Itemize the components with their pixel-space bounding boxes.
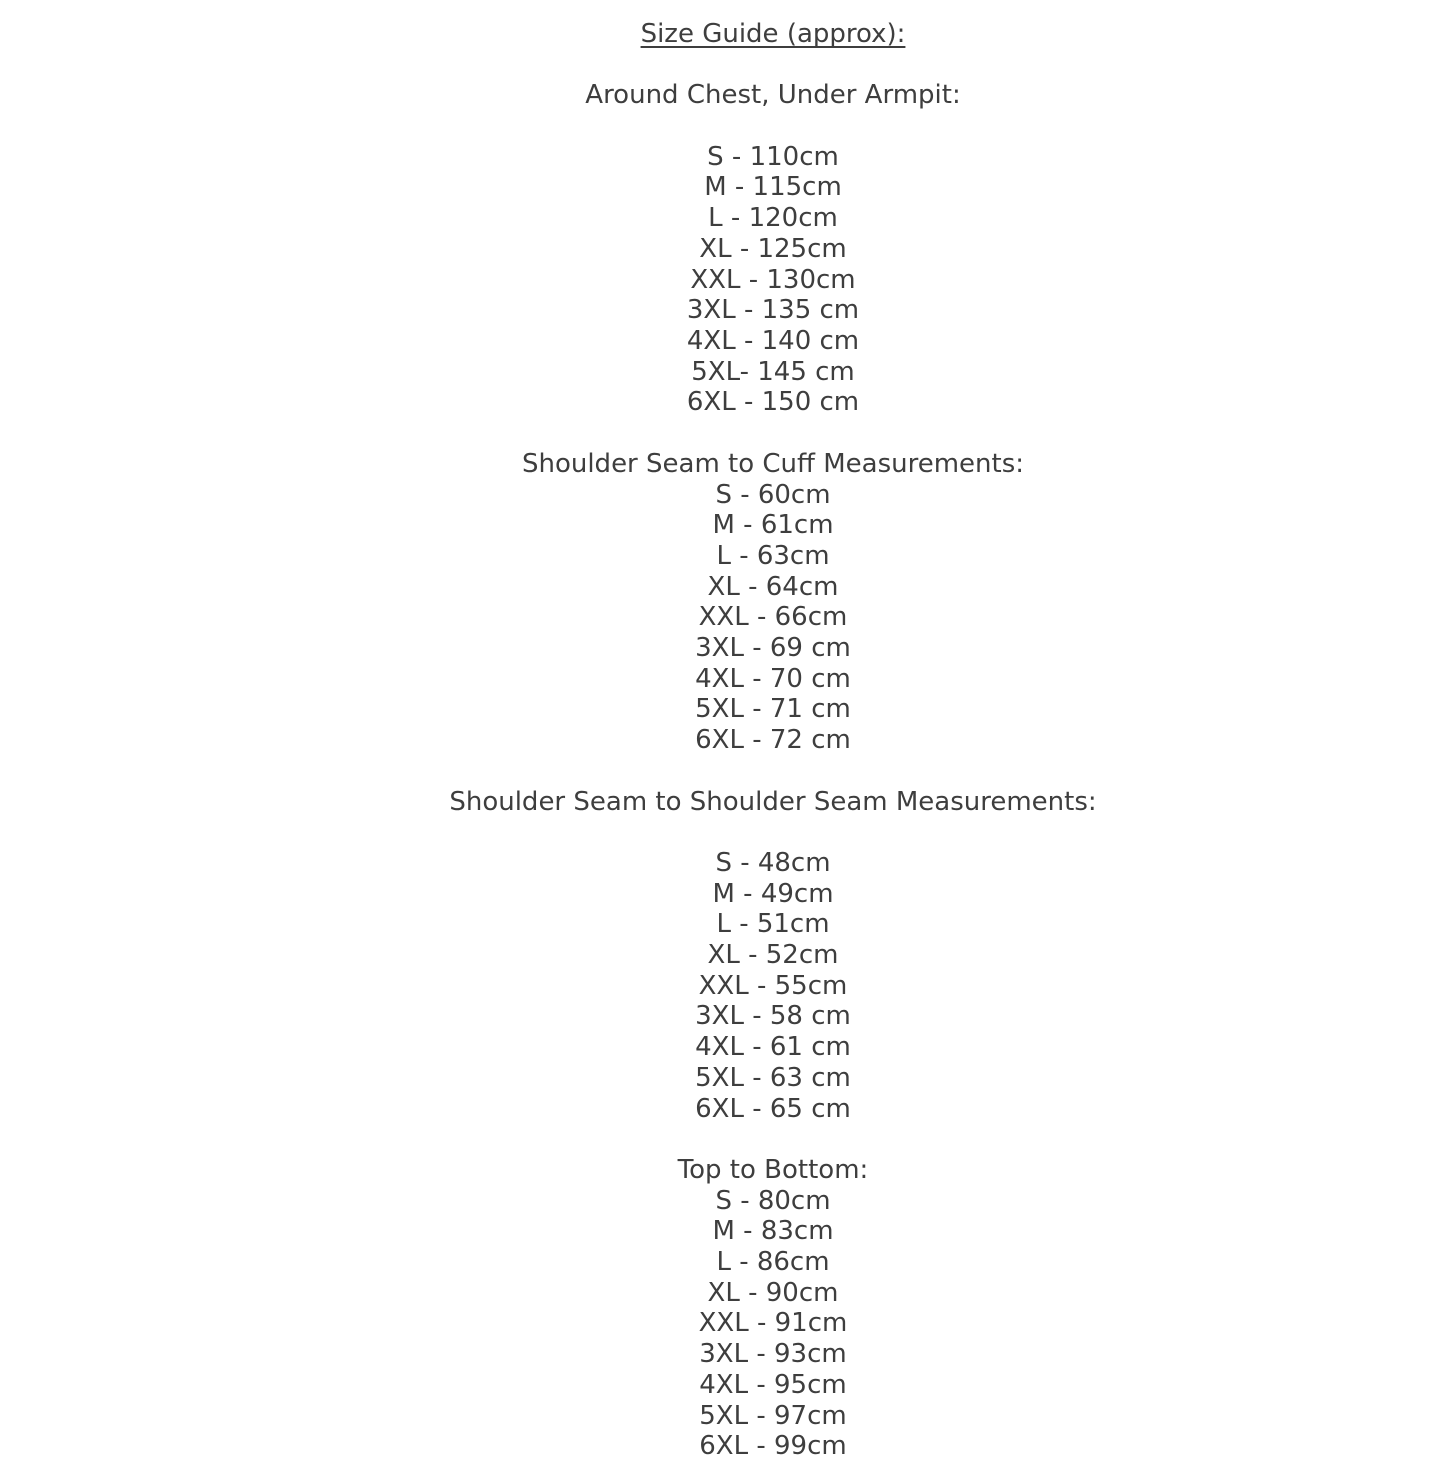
size-line: 5XL- 145 cm — [691, 356, 855, 387]
size-section — [101, 449, 1445, 756]
section-heading: Shoulder Seam to Cuff Measurements: — [521, 448, 1025, 479]
size-line: S - 60cm — [715, 479, 831, 510]
size-line: 4XL - 95cm — [699, 1369, 847, 1400]
size-line: 4XL - 70 cm — [695, 663, 851, 694]
size-line: 4XL - 61 cm — [695, 1032, 851, 1063]
size-line: 6XL - 99cm — [699, 1431, 847, 1462]
section-heading: Top to Bottom: — [677, 1154, 869, 1185]
size-section — [101, 80, 1445, 418]
size-section — [101, 787, 1445, 1125]
size-line: S - 80cm — [715, 1185, 831, 1216]
size-line: L - 120cm — [708, 203, 838, 234]
size-line: L - 63cm — [716, 540, 830, 571]
size-line: 3XL - 93cm — [699, 1339, 847, 1370]
size-line: L - 86cm — [716, 1247, 830, 1278]
sections-container — [101, 80, 1445, 1462]
size-line: 6XL - 72 cm — [695, 725, 851, 756]
size-line: L - 51cm — [716, 909, 830, 940]
size-line: XL - 125cm — [699, 233, 847, 264]
size-line: XL - 90cm — [707, 1277, 839, 1308]
size-line: M - 115cm — [704, 172, 842, 203]
size-line: S - 48cm — [715, 847, 831, 878]
size-section — [101, 1155, 1445, 1462]
size-line: 3XL - 135 cm — [686, 295, 860, 326]
size-line: 4XL - 140 cm — [686, 326, 860, 356]
section-heading: Around Chest, Under Armpit: — [585, 80, 961, 111]
size-line: 3XL - 69 cm — [695, 633, 851, 664]
size-line: 6XL - 65 cm — [695, 1093, 851, 1124]
size-line: S - 110cm — [707, 141, 839, 172]
size-line: XL - 64cm — [707, 571, 839, 602]
size-line: XXL - 130cm — [690, 264, 856, 295]
size-line: XXL - 91cm — [698, 1308, 848, 1339]
size-line: 5XL - 71 cm — [695, 694, 851, 725]
size-line: M - 83cm — [712, 1216, 834, 1247]
size-line: 6XL - 150 cm — [686, 387, 860, 418]
size-line: 5XL - 97cm — [699, 1400, 847, 1431]
size-line: 5XL - 63 cm — [695, 1062, 851, 1093]
size-line: M - 49cm — [712, 878, 834, 909]
section-heading: Shoulder Seam to Shoulder Seam Measurements: — [449, 786, 1097, 817]
size-line: XXL - 66cm — [698, 602, 848, 633]
page-title: Size Guide (approx): — [640, 19, 906, 49]
size-line: M - 61cm — [712, 510, 834, 541]
size-line: XL - 52cm — [707, 940, 839, 971]
size-line: XXL - 55cm — [698, 970, 848, 1001]
size-line: 3XL - 58 cm — [695, 1001, 851, 1032]
